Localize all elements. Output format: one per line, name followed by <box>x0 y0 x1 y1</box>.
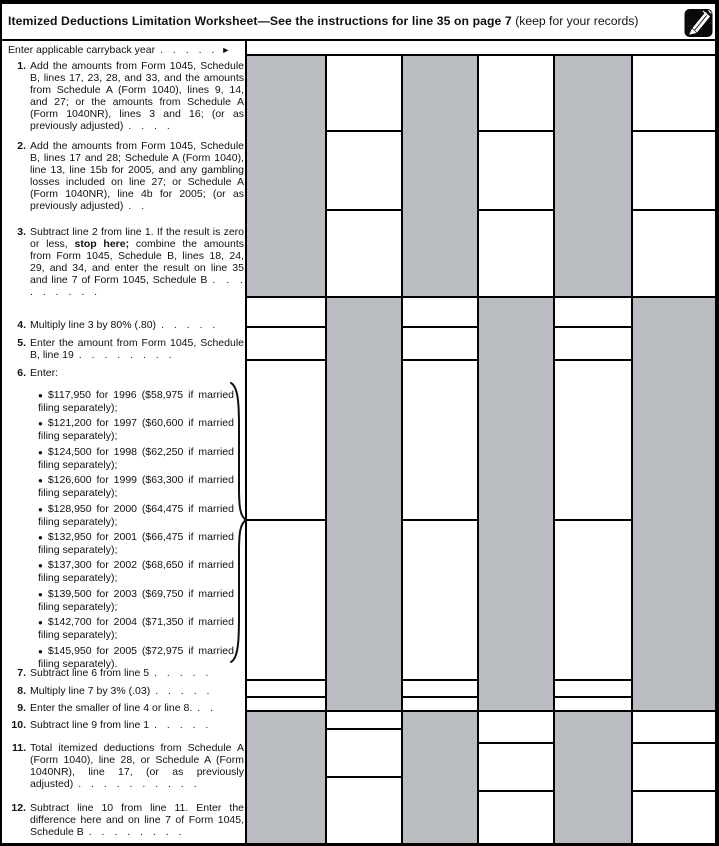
shaded-cell <box>246 56 326 296</box>
line-6-instruction <box>6 367 244 379</box>
dot-leader: . . . . . <box>154 719 210 731</box>
line-10-instruction <box>6 719 244 731</box>
line-number: 5. <box>17 337 26 349</box>
threshold-2001: $132,950 for 2001 ($66,475 if married filing separately); <box>38 530 234 556</box>
grid-top-line <box>246 54 715 56</box>
row-divider-line <box>632 130 715 132</box>
threshold-1998: $124,500 for 1998 ($62,250 if married filing separately); <box>38 445 234 471</box>
threshold-2003: $139,500 for 2003 ($69,750 if married filing separately); <box>38 587 234 613</box>
threshold-1997: $121,200 for 1997 ($60,600 if married filing separately); <box>38 417 234 443</box>
dot-leader: . . . . . . . . . <box>30 274 244 298</box>
line-number: 6. <box>17 367 26 379</box>
threshold-amount-list <box>38 389 234 673</box>
list-item <box>38 417 234 442</box>
title-note: (keep for your records) <box>515 14 639 28</box>
row-divider-line <box>554 326 632 328</box>
dot-leader: . . <box>197 702 215 714</box>
row-divider-line <box>554 679 632 681</box>
row-divider-line <box>478 790 554 792</box>
threshold-1999: $126,600 for 1999 ($63,300 if married filing separately); <box>38 474 234 500</box>
line-text: Enter the smaller of line 4 or line 8. <box>30 702 193 714</box>
worksheet-title-bar <box>2 4 715 39</box>
bullet-icon: ● <box>38 532 45 542</box>
line-4-instruction <box>6 319 244 331</box>
dot-leader: . . . . . <box>154 667 210 679</box>
shaded-cell <box>246 712 326 843</box>
line-5-instruction <box>6 337 244 361</box>
column-divider-line <box>631 54 633 843</box>
list-item <box>38 389 234 414</box>
line-1-instruction <box>6 60 244 132</box>
row-divider-line <box>554 519 632 521</box>
bullet-icon: ● <box>38 504 45 514</box>
bullet-icon: ● <box>38 561 45 571</box>
bullet-icon: ● <box>38 447 45 457</box>
dot-leader: . . <box>128 200 146 212</box>
grouping-brace <box>227 381 251 668</box>
row-divider-line <box>326 728 402 730</box>
dot-leader: . . . . <box>128 120 171 132</box>
row-divider-line <box>632 209 715 211</box>
list-item <box>38 446 234 471</box>
line-text: combine the amounts from Form 1045, Schedule B, lines 18, 24, 29, and 34, and enter the result on line 35 and line 7 of Form 1045, Schedule B <box>30 238 244 286</box>
shaded-cell <box>554 56 632 296</box>
section-divider-line <box>246 296 715 298</box>
stop-here-emphasis: stop here; <box>74 238 130 250</box>
line-text: Add the amounts from Form 1045, Schedule B, lines 17 and 28; Schedule A (Form 1040), line 13, line 15b for 2005, and any gambling losses included on line 27; or Schedule A (Form 1040NR), line 4b for 2005; (or as previously adjusted) <box>30 140 244 212</box>
row-divider-line <box>402 359 478 361</box>
list-item <box>38 531 234 556</box>
line-2-instruction <box>6 140 244 212</box>
row-divider-line <box>402 326 478 328</box>
dot-leader: . . . . . . . . . . <box>78 778 198 790</box>
pencil-worksheet-icon <box>684 8 713 43</box>
shaded-cell <box>478 298 554 710</box>
line-text: Enter: <box>30 367 59 379</box>
row-divider-line <box>632 790 715 792</box>
page-border <box>0 0 2 846</box>
dot-leader: . . . . . . . . <box>88 826 183 838</box>
list-item <box>38 559 234 584</box>
page-title <box>8 14 668 28</box>
bullet-icon: ● <box>38 618 45 628</box>
line-number: 11. <box>11 742 26 754</box>
column-divider-line <box>401 54 403 843</box>
column-divider-line <box>325 54 327 843</box>
list-item <box>38 503 234 528</box>
bullet-icon: ● <box>38 646 45 656</box>
arrow-right-icon: ► <box>221 45 231 55</box>
line-number: 10. <box>11 719 26 731</box>
row-divider-line <box>478 209 554 211</box>
shaded-cell <box>554 712 632 843</box>
list-item <box>38 616 234 641</box>
row-divider-line <box>402 519 478 521</box>
line-8-instruction <box>6 685 244 697</box>
threshold-2000: $128,950 for 2000 ($64,475 if married filing separately); <box>38 502 234 528</box>
line-text: Subtract line 2 from line 1. If the result is zero or less, <box>30 226 244 250</box>
column-divider-line <box>553 54 555 843</box>
page-border <box>715 0 719 846</box>
line-9-instruction <box>6 702 244 714</box>
line-number: 12. <box>11 802 26 814</box>
row-divider-line <box>246 519 326 521</box>
row-divider-line <box>246 359 326 361</box>
dot-leader: . . . . . <box>161 319 217 331</box>
row-divider-line <box>246 679 326 681</box>
line-text: Multiply line 7 by 3% (.03) <box>30 685 151 697</box>
column-divider-line <box>477 54 479 843</box>
line-text: Subtract line 10 from line 11. Enter the difference here and on line 7 of Form 1045, Schedule B <box>30 802 244 838</box>
row-divider-line <box>478 130 554 132</box>
dot-leader: . . . . . <box>155 685 211 697</box>
bullet-icon: ● <box>38 419 45 429</box>
worksheet-title-text: Itemized Deductions Limitation Worksheet—See the instructions for line 35 on page 7 <box>8 14 512 28</box>
line-number: 3. <box>17 226 26 238</box>
line-number: 4. <box>17 319 26 331</box>
shaded-cell <box>326 298 402 710</box>
line-number: 2. <box>17 140 26 152</box>
shaded-cell <box>402 712 478 843</box>
list-item <box>38 645 234 670</box>
line-text: Subtract line 6 from line 5 <box>30 667 150 679</box>
line-number: 9. <box>17 702 26 714</box>
carryback-year-label: Enter applicable carryback year <box>8 44 156 56</box>
threshold-2004: $142,700 for 2004 ($71,350 if married filing separately); <box>38 616 234 642</box>
row-divider-line <box>246 326 326 328</box>
carryback-year-row <box>8 44 240 56</box>
bullet-icon: ● <box>38 476 45 486</box>
bullet-icon: ● <box>38 391 45 400</box>
line-number: 8. <box>17 685 26 697</box>
dot-leader: . . . . . <box>160 44 216 56</box>
row-divider-line <box>326 209 402 211</box>
row-divider-line <box>402 679 478 681</box>
row-divider-line <box>554 359 632 361</box>
list-item <box>38 474 234 499</box>
section-divider-line <box>246 710 715 712</box>
shaded-cell <box>402 56 478 296</box>
shaded-cell <box>632 298 715 710</box>
row-divider-line <box>554 696 632 698</box>
line-7-instruction <box>6 667 244 679</box>
bullet-icon: ● <box>38 589 45 599</box>
dot-leader: . . . . . . . . <box>78 349 173 361</box>
row-divider-line <box>402 696 478 698</box>
threshold-2005: $145,950 for 2005 ($72,975 if married filing separately). <box>38 644 234 670</box>
line-text: Enter the amount from Form 1045, Schedule B, line 19 <box>30 337 244 361</box>
line-text: Multiply line 3 by 80% (.80) <box>30 319 157 331</box>
instructions-column <box>2 41 245 843</box>
line-text: Total itemized deductions from Schedule A (Form 1040), line 28, or Schedule A (Form 1040NR), line 17, (or as previously adjusted) <box>30 742 244 790</box>
row-divider-line <box>326 776 402 778</box>
line-3-instruction <box>6 226 244 298</box>
row-divider-line <box>246 696 326 698</box>
row-divider-line <box>632 742 715 744</box>
row-divider-line <box>478 742 554 744</box>
line-number: 7. <box>17 667 26 679</box>
line-number: 1. <box>17 60 26 72</box>
line-text: Subtract line 9 from line 1 <box>30 719 150 731</box>
page-border <box>0 0 719 4</box>
list-item <box>38 588 234 613</box>
line-text: Add the amounts from Form 1045, Schedule B, lines 17, 23, 28, and 33, and the amounts from Schedule A (Form 1040), lines 9, 14, and 27; or the amounts from Schedule A (Form 1040NR), lines 3 and 16; (or as previously adjusted) <box>30 60 244 132</box>
row-divider-line <box>326 130 402 132</box>
threshold-2002: $137,300 for 2002 ($68,650 if married filing separately); <box>38 559 234 585</box>
line-11-instruction <box>6 742 244 790</box>
threshold-1996: $117,950 for 1996 ($58,975 if married filing separately); <box>38 389 234 414</box>
line-12-instruction <box>6 802 244 838</box>
